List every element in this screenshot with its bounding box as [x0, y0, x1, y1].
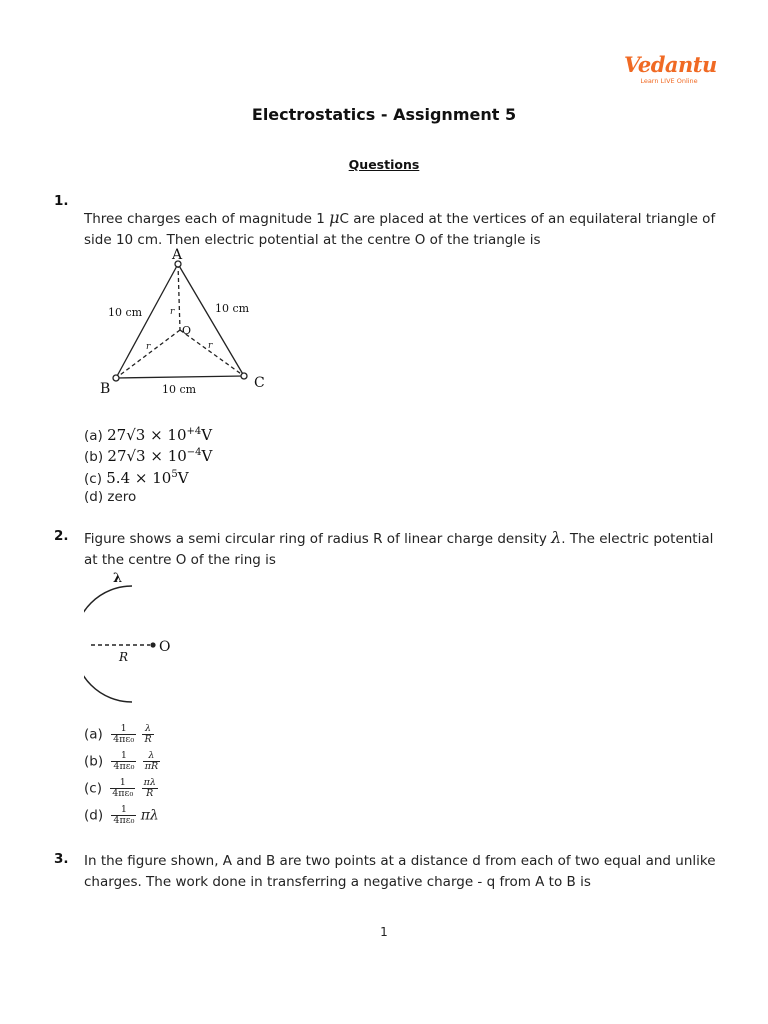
question-1-text: Three charges each of magnitude 1 μC are placed at the vertices of an equilateral triangle of side 10 cm. Then electric potential at the centre O of the triangle is — [84, 208, 716, 248]
label-centre-o: O — [182, 324, 192, 337]
question-2-number: 2. — [54, 528, 69, 544]
q1-option-d[interactable]: (d) zero — [84, 489, 137, 505]
question-2-text: Figure shows a semi circular ring of radius R of linear charge density λ. The electric potential at the centre O of the ring is — [84, 528, 714, 568]
q2-option-a[interactable]: (a) $\frac{1}{\text{4πε₀}}$ $\frac{\lambda}{R}$ — [84, 723, 152, 745]
label-side-right: 10 cm — [215, 302, 250, 315]
label-lambda: λ — [113, 571, 123, 586]
label-radius-top: r — [170, 307, 175, 317]
question-1-number: 1. — [54, 193, 69, 209]
triangle-side-ac — [178, 264, 244, 376]
lambda-symbol: λ — [551, 528, 562, 547]
q1-option-c[interactable]: (c) $5.4 \times 10^5V$ — [84, 469, 189, 487]
label-radius-r: R — [119, 650, 129, 664]
label-side-bottom: 10 cm — [162, 383, 197, 396]
label-side-left: 10 cm — [108, 306, 143, 319]
centre-dot — [150, 642, 155, 647]
mu-symbol: μ — [329, 208, 340, 227]
triangle-figure — [96, 244, 276, 400]
radius-line-bo — [116, 330, 180, 378]
q1-option-a[interactable]: (a) $27√3 \times 10^{+4}V$ — [84, 426, 213, 444]
logo-wordmark: Vedantu — [624, 52, 717, 77]
triangle-side-bc — [116, 376, 244, 378]
radius-line-ao — [178, 264, 180, 330]
logo-tagline: Learn LIVE Online — [640, 77, 698, 85]
label-centre-o: O — [159, 639, 171, 655]
label-vertex-c: C — [254, 375, 265, 391]
q2-option-c[interactable]: (c) $\frac{1}{\text{4πε₀}}$ $\frac{\pi\lambda}{R}$ — [84, 777, 156, 799]
section-heading: Questions — [348, 157, 420, 172]
question-3-text: In the figure shown, A and B are two points at a distance d from each of two equal and unlike charges. The work done in transferring a negative charge - q from A to B is — [84, 853, 716, 890]
semicircular-ring — [84, 586, 132, 702]
label-vertex-a: A — [172, 247, 183, 263]
label-radius-left: r — [146, 342, 151, 352]
vertex-b-marker — [113, 375, 119, 381]
page-number: 1 — [380, 925, 388, 939]
vertex-c-marker — [241, 373, 247, 379]
q1-option-b[interactable]: (b) $27√3 \times 10^{-4}V$ — [84, 447, 213, 465]
label-radius-right: r — [208, 341, 213, 351]
q2-option-b[interactable]: (b) $\frac{1}{\text{4πε₀}}$ $\frac{\lambda}{\pi R}$ — [84, 750, 159, 772]
semicircle-figure — [84, 568, 184, 708]
question-3-number: 3. — [54, 851, 69, 867]
triangle-side-ab — [116, 264, 178, 378]
q2-option-d[interactable]: (d) $\frac{1}{\text{4πε₀}}$ πλ — [84, 804, 159, 826]
vedantu-logo — [624, 52, 717, 85]
label-vertex-b: B — [100, 381, 111, 397]
page-title: Electrostatics - Assignment 5 — [251, 105, 517, 124]
